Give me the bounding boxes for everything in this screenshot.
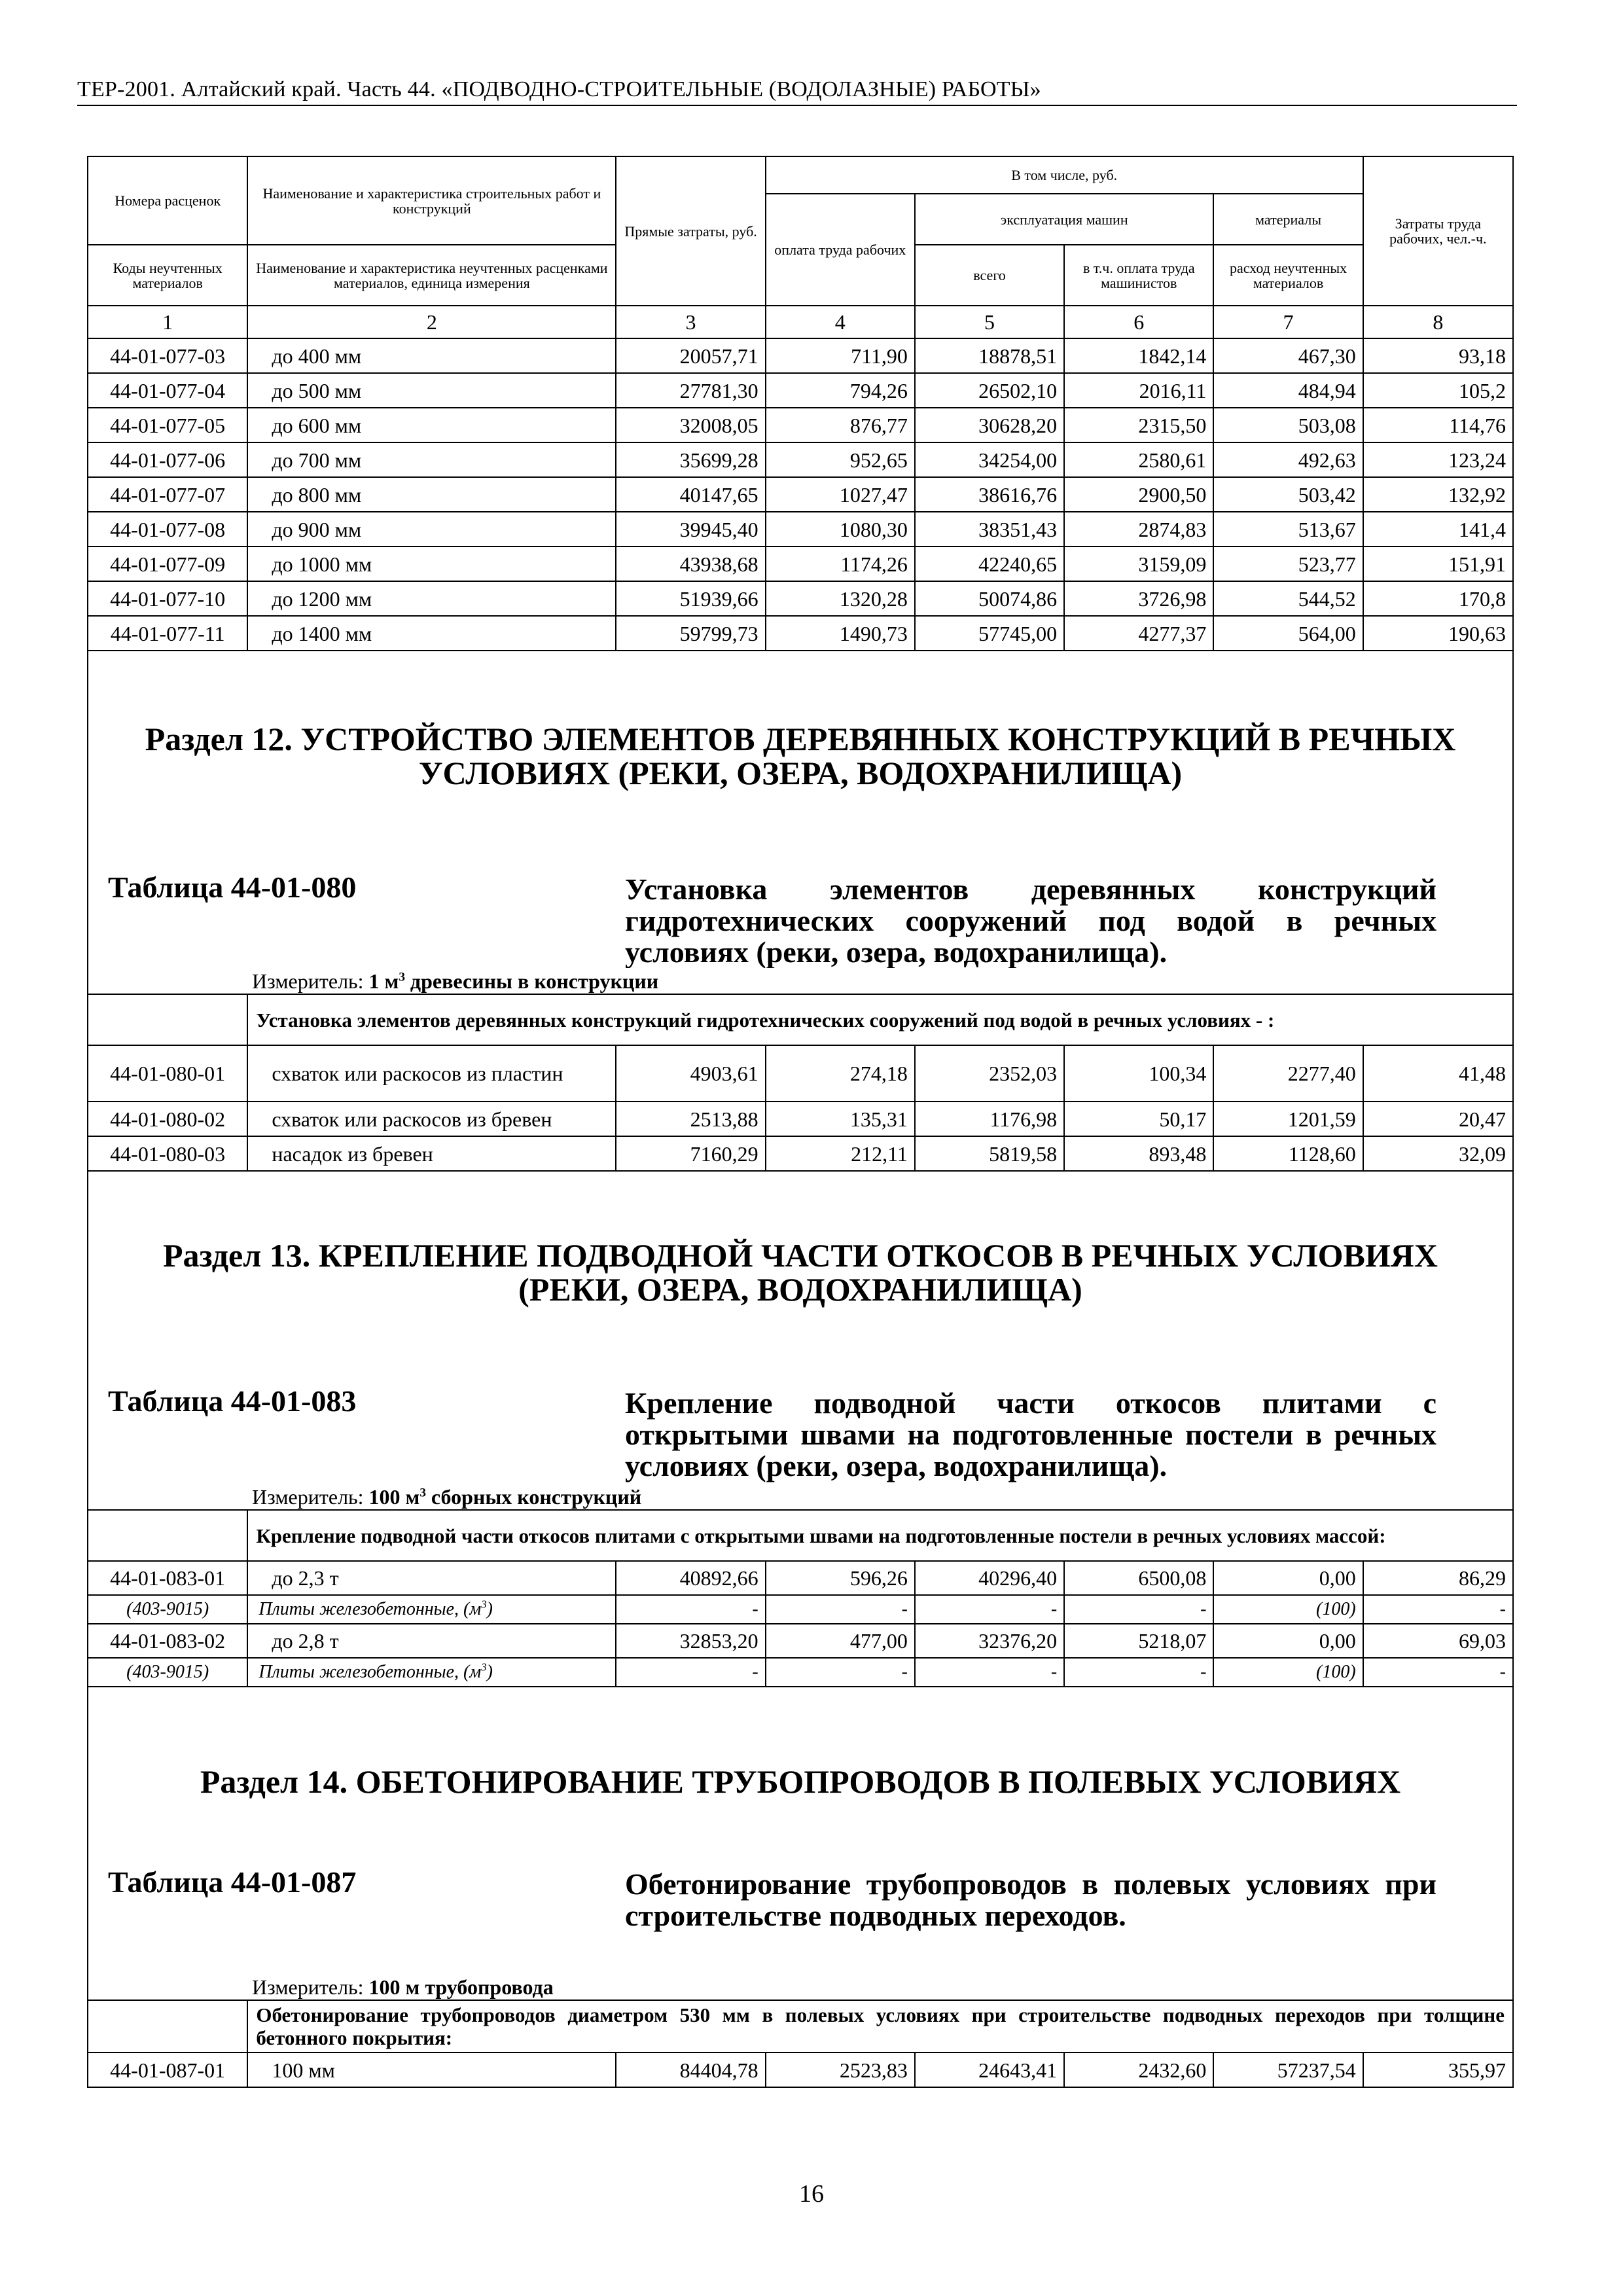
table-row [88,1102,1513,1136]
materials-use: 484,94 [1213,373,1363,408]
meter-value-text: 100 м [368,1484,420,1509]
material-row [88,1658,1513,1687]
rate-code: 44-01-077-11 [88,616,247,651]
intro-spacer [88,2000,247,2053]
col-number: 8 [1363,306,1513,338]
section-block [88,1171,1513,1484]
machines-total: 57745,00 [915,616,1064,651]
materials-use: 1201,59 [1213,1102,1363,1136]
table-row [88,1561,1513,1595]
machines-total: 34254,00 [915,442,1064,477]
direct-cost: 40892,66 [616,1561,765,1595]
operators-wages: 1842,14 [1064,338,1213,373]
meter-rest: древесины в конструкции [404,969,659,993]
direct-cost: 4903,61 [616,1045,765,1102]
section-title-line: Раздел 14. ОБЕТОНИРОВАНИЕ ТРУБОПРОВОДОВ В ПОЛЕВЫХ УСЛОВИЯХ [200,1763,1401,1800]
wages: 135,31 [766,1102,915,1136]
wages: 1490,73 [766,616,915,651]
table-row [88,477,1513,512]
material-value: - [1363,1595,1513,1624]
table-row [88,581,1513,616]
meter-row [88,1974,1513,2000]
materials-use: 0,00 [1213,1561,1363,1595]
material-value: - [766,1658,915,1687]
section14-heading [88,1687,1512,1974]
section-title-line: (РЕКИ, ОЗЕРА, ВОДОХРАНИЛИЩА) [518,1271,1082,1308]
col-unaccounted: расход неучтенных материалов [1213,245,1363,306]
intro-spacer [88,994,247,1045]
labor-cost: 355,97 [1363,2053,1513,2087]
wages: 2523,83 [766,2053,915,2087]
materials-use: 513,67 [1213,512,1363,547]
labor-cost: 93,18 [1363,338,1513,373]
materials-use: 564,00 [1213,616,1363,651]
section12-heading-cell [88,651,1513,968]
machines-total: 32376,20 [915,1624,1064,1658]
wages: 876,77 [766,408,915,442]
rate-code: 44-01-077-08 [88,512,247,547]
meter-label: Измеритель: [252,969,364,993]
operators-wages: 2874,83 [1064,512,1213,547]
meter-value-text: 100 м трубопровода [368,1975,554,1999]
operators-wages: 4277,37 [1064,616,1213,651]
machines-total: 5819,58 [915,1136,1064,1171]
machines-total: 38351,43 [915,512,1064,547]
table-label: Таблица 44-01-087 [108,1865,357,1899]
materials-use: 503,42 [1213,477,1363,512]
operators-wages: 2016,11 [1064,373,1213,408]
direct-cost: 40147,65 [616,477,765,512]
col-number: 2 [247,306,616,338]
rate-code: 44-01-077-09 [88,547,247,581]
col-direct: Прямые затраты, руб. [616,156,765,306]
operators-wages: 100,34 [1064,1045,1213,1102]
material-value: - [915,1658,1064,1687]
material-value: - [616,1595,765,1624]
labor-cost: 41,48 [1363,1045,1513,1102]
materials-use: 57237,54 [1213,2053,1363,2087]
operators-wages: 2580,61 [1064,442,1213,477]
wages: 794,26 [766,373,915,408]
direct-cost: 51939,66 [616,581,765,616]
section-title [88,722,1512,790]
section-title [88,1238,1512,1306]
wages: 596,26 [766,1561,915,1595]
rate-code: 44-01-077-03 [88,338,247,373]
table-row [88,616,1513,651]
group-intro: Установка элементов деревянных конструкций гидротехнических сооружений под водой в речных условиях - : [247,994,1513,1045]
column-numbers-row [88,306,1513,338]
materials-use: 2277,40 [1213,1045,1363,1102]
meter-cell [88,968,1513,994]
material-value: - [1363,1658,1513,1687]
rate-code: 44-01-077-07 [88,477,247,512]
operators-wages: 2900,50 [1064,477,1213,512]
rate-name: схваток или раскосов из пластин [247,1045,616,1102]
labor-cost: 86,29 [1363,1561,1513,1595]
material-name [247,1658,616,1687]
section13-heading [88,1172,1512,1484]
material-value: (100) [1213,1595,1363,1624]
section-title-line: Раздел 12. УСТРОЙСТВО ЭЛЕМЕНТОВ ДЕРЕВЯННЫХ КОНСТРУКЦИЙ В РЕЧНЫХ [145,721,1456,757]
section-block [88,651,1513,968]
col-code-top: Номера расценок [88,156,247,245]
rates-table [87,156,1514,2088]
meter-rest: сборных конструкций [425,1484,642,1509]
labor-cost: 69,03 [1363,1624,1513,1658]
labor-cost: 20,47 [1363,1102,1513,1136]
rate-code: 44-01-080-03 [88,1136,247,1171]
material-value: - [1064,1595,1213,1624]
materials-use: 467,30 [1213,338,1363,373]
wages: 1174,26 [766,547,915,581]
rate-name: до 2,8 т [247,1624,616,1658]
direct-cost: 59799,73 [616,616,765,651]
rate-code: 44-01-080-01 [88,1045,247,1102]
col-number: 7 [1213,306,1363,338]
operators-wages: 5218,07 [1064,1624,1213,1658]
materials-use: 544,52 [1213,581,1363,616]
col-operators: в т.ч. оплата труда машинистов [1064,245,1213,306]
wages: 1027,47 [766,477,915,512]
direct-cost: 43938,68 [616,547,765,581]
direct-cost: 84404,78 [616,2053,765,2087]
operators-wages: 2432,60 [1064,2053,1213,2087]
material-value: - [766,1595,915,1624]
col-name-top: Наименование и характеристика строительных работ и конструкций [247,156,616,245]
machines-total: 18878,51 [915,338,1064,373]
direct-cost: 27781,30 [616,373,765,408]
col-number: 5 [915,306,1064,338]
machines-total: 24643,41 [915,2053,1064,2087]
table-row [88,1624,1513,1658]
col-wages: оплата труда рабочих [766,194,915,306]
section-block [88,1687,1513,1974]
table-row [88,442,1513,477]
material-name-text: Плиты железобетонные, (м [259,1599,482,1619]
material-value: - [616,1658,765,1687]
running-header: ТЕР-2001. Алтайский край. Часть 44. «ПОДВОДНО-СТРОИТЕЛЬНЫЕ (ВОДОЛАЗНЫЕ) РАБОТЫ» [77,77,1041,101]
operators-wages: 3159,09 [1064,547,1213,581]
material-name-text: Плиты железобетонные, (м [259,1662,482,1682]
header-row-1 [88,156,1513,194]
section-title-line: Раздел 13. КРЕПЛЕНИЕ ПОДВОДНОЙ ЧАСТИ ОТКОСОВ В РЕЧНЫХ УСЛОВИЯХ [162,1237,1438,1274]
rate-name: до 700 мм [247,442,616,477]
machines-total: 30628,20 [915,408,1064,442]
direct-cost: 35699,28 [616,442,765,477]
labor-cost: 132,92 [1363,477,1513,512]
labor-cost: 151,91 [1363,547,1513,581]
table-description: Крепление подводной части откосов плитами с открытыми швами на подготовленные постели в речных условиях (реки, озера, водохранилища). [625,1386,1436,1482]
materials-use: 503,08 [1213,408,1363,442]
wages: 711,90 [766,338,915,373]
wages: 274,18 [766,1045,915,1102]
rate-name: до 1400 мм [247,616,616,651]
meter-cell [88,1484,1513,1510]
material-name [247,1595,616,1624]
material-value: - [915,1595,1064,1624]
material-value: - [1064,1658,1213,1687]
meter-sup: 3 [399,969,405,984]
wages: 477,00 [766,1624,915,1658]
rate-code: 44-01-077-10 [88,581,247,616]
rate-name: до 500 мм [247,373,616,408]
direct-cost: 39945,40 [616,512,765,547]
rate-name: до 900 мм [247,512,616,547]
machines-total: 38616,76 [915,477,1064,512]
group-intro: Крепление подводной части откосов плитами с открытыми швами на подготовленные постели в речных условиях массой: [247,1510,1513,1561]
labor-cost: 170,8 [1363,581,1513,616]
intro-row [88,1510,1513,1561]
meter-value [369,969,659,993]
rate-code: 44-01-077-05 [88,408,247,442]
table-row [88,338,1513,373]
meter-row [88,1484,1513,1510]
labor-cost: 190,63 [1363,616,1513,651]
labor-cost: 141,4 [1363,512,1513,547]
rate-code: 44-01-083-02 [88,1624,247,1658]
direct-cost: 32008,05 [616,408,765,442]
material-code: (403-9015) [88,1658,247,1687]
group-intro: Обетонирование трубопроводов диаметром 530 мм в полевых условиях при строительстве подводных переходов при толщине бетонного покрытия: [247,2000,1513,2053]
material-unit-sup: 3 [481,1598,487,1611]
col-materials: материалы [1213,194,1363,245]
table-row [88,373,1513,408]
rate-name: схваток или раскосов из бревен [247,1102,616,1136]
rate-name: до 1000 мм [247,547,616,581]
col-machines: эксплуатация машин [915,194,1214,245]
section12-heading [88,651,1512,968]
operators-wages: 893,48 [1064,1136,1213,1171]
machines-total: 1176,98 [915,1102,1064,1136]
wages: 1320,28 [766,581,915,616]
col-code-bottom: Коды неучтенных материалов [88,245,247,306]
col-number: 4 [766,306,915,338]
table-label: Таблица 44-01-080 [108,870,357,904]
rate-name: 100 мм [247,2053,616,2087]
rate-code: 44-01-080-02 [88,1102,247,1136]
header-rule [77,105,1517,106]
section-title [88,1765,1512,1799]
table-row [88,2053,1513,2087]
col-number: 6 [1064,306,1213,338]
table-description: Обетонирование трубопроводов в полевых условиях при строительстве подводных переходов. [625,1867,1436,1932]
table-row [88,547,1513,581]
material-row [88,1595,1513,1624]
direct-cost: 20057,71 [616,338,765,373]
col-number: 1 [88,306,247,338]
direct-cost: 32853,20 [616,1624,765,1658]
meter-value [369,1485,642,1509]
wages: 212,11 [766,1136,915,1171]
rate-name: до 2,3 т [247,1561,616,1595]
material-unit-sup: 3 [481,1660,487,1674]
material-name-close: ) [486,1599,493,1619]
table-row [88,1136,1513,1171]
table-row [88,1045,1513,1102]
materials-use: 1128,60 [1213,1136,1363,1171]
materials-use: 492,63 [1213,442,1363,477]
table-row [88,512,1513,547]
labor-cost: 32,09 [1363,1136,1513,1171]
table-row [88,408,1513,442]
materials-use: 0,00 [1213,1624,1363,1658]
rate-code: 44-01-087-01 [88,2053,247,2087]
section14-heading-cell [88,1687,1513,1974]
wages: 1080,30 [766,512,915,547]
labor-cost: 105,2 [1363,373,1513,408]
intro-row [88,2000,1513,2053]
labor-cost: 123,24 [1363,442,1513,477]
machines-total: 2352,03 [915,1045,1064,1102]
rate-name: до 600 мм [247,408,616,442]
col-name-bottom: Наименование и характеристика неучтенных расценками материалов, единица измерения [247,245,616,306]
rate-code: 44-01-077-06 [88,442,247,477]
operators-wages: 50,17 [1064,1102,1213,1136]
meter-sup: 3 [419,1485,426,1499]
direct-cost: 2513,88 [616,1102,765,1136]
operators-wages: 6500,08 [1064,1561,1213,1595]
material-code: (403-9015) [88,1595,247,1624]
operators-wages: 3726,98 [1064,581,1213,616]
intro-row [88,994,1513,1045]
col-total: всего [915,245,1064,306]
page-number: 16 [799,2180,824,2208]
machines-total: 50074,86 [915,581,1064,616]
rate-name: до 1200 мм [247,581,616,616]
rate-name: до 400 мм [247,338,616,373]
rate-code: 44-01-077-04 [88,373,247,408]
section-title-line: УСЛОВИЯХ (РЕКИ, ОЗЕРА, ВОДОХРАНИЛИЩА) [418,755,1183,791]
col-labor: Затраты труда рабочих, чел.-ч. [1363,156,1513,306]
meter-label: Измеритель: [252,1975,364,1999]
meter-cell [88,1974,1513,2000]
machines-total: 40296,40 [915,1561,1064,1595]
direct-cost: 7160,29 [616,1136,765,1171]
table-description: Установка элементов деревянных конструкций гидротехнических сооружений под водой в речных условиях (реки, озера, водохранилища). [625,872,1436,968]
col-number: 3 [616,306,765,338]
operators-wages: 2315,50 [1064,408,1213,442]
rate-name: насадок из бревен [247,1136,616,1171]
meter-label: Измеритель: [252,1484,364,1509]
table-label: Таблица 44-01-083 [108,1384,357,1418]
material-name-close: ) [486,1662,493,1682]
machines-total: 42240,65 [915,547,1064,581]
col-including: В том числе, руб. [766,156,1363,194]
intro-spacer [88,1510,247,1561]
meter-value [369,1975,554,1999]
meter-row [88,968,1513,994]
wages: 952,65 [766,442,915,477]
meter-value-text: 1 м [368,969,399,993]
rate-name: до 800 мм [247,477,616,512]
machines-total: 26502,10 [915,373,1064,408]
section13-heading-cell [88,1171,1513,1484]
rate-code: 44-01-083-01 [88,1561,247,1595]
material-value: (100) [1213,1658,1363,1687]
materials-use: 523,77 [1213,547,1363,581]
labor-cost: 114,76 [1363,408,1513,442]
